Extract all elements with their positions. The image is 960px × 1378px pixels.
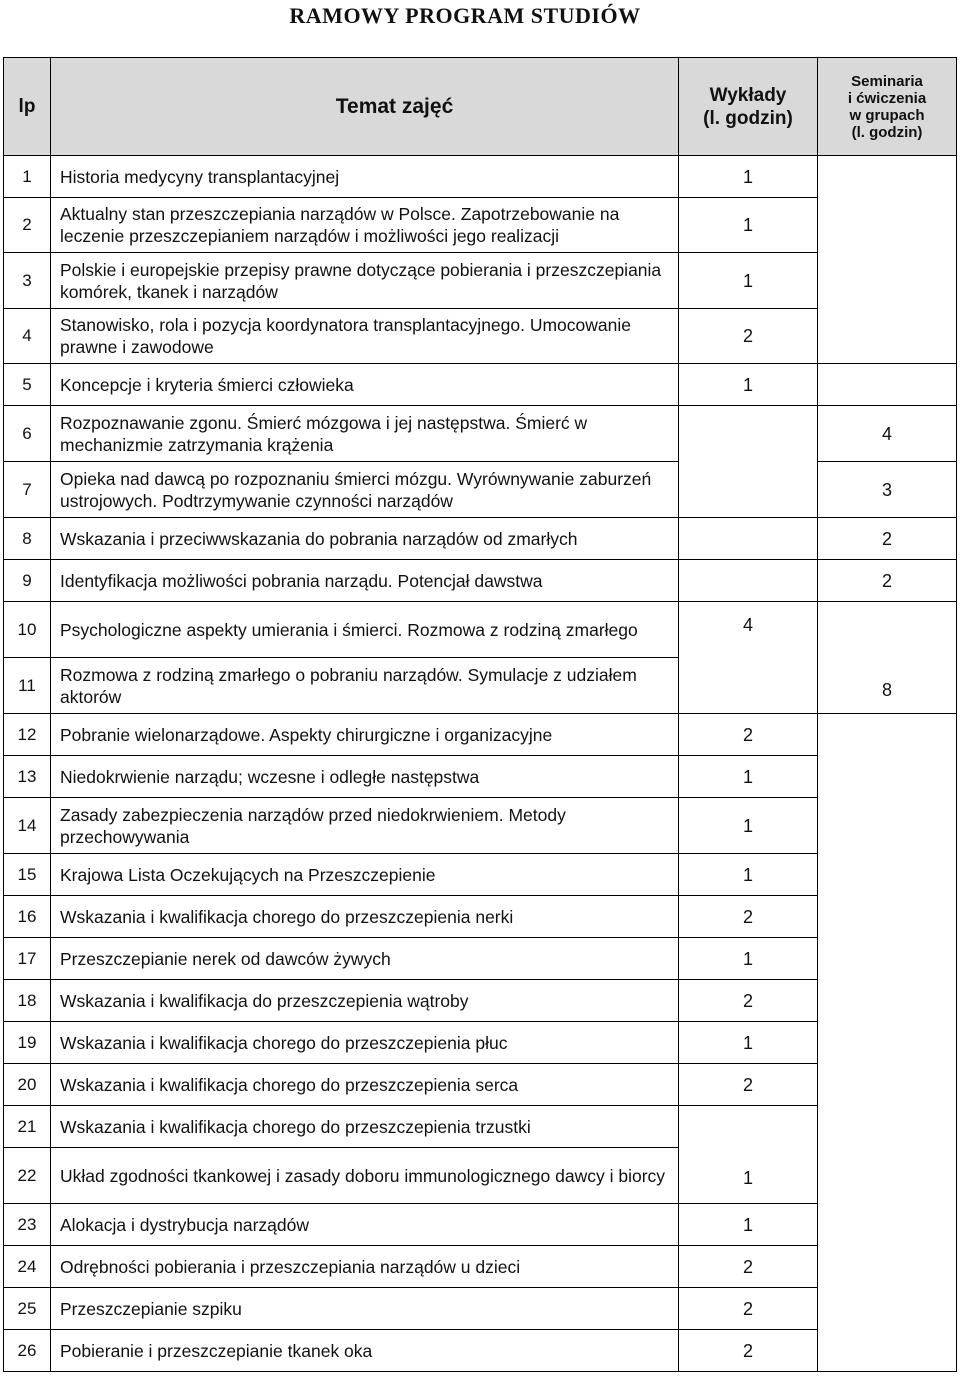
table-row (4, 1022, 957, 1064)
row-topic: Polskie i europejskie przepisy prawne dotyczące pobierania i przeszczepiania komórek, tkanek i narządów (51, 253, 679, 309)
row-wyklady: 2 (679, 714, 818, 756)
row-lp: 21 (4, 1106, 51, 1148)
row-lp: 23 (4, 1204, 51, 1246)
header-sem-line1: Seminaria (851, 72, 923, 90)
row-wyklady: 1 (679, 1106, 818, 1204)
table-row (4, 198, 957, 253)
table-row (4, 798, 957, 854)
row-wyklady: 1 (679, 756, 818, 798)
row-topic: Stanowisko, rola i pozycja koordynatora transplantacyjnego. Umocowanie prawne i zawodowe (51, 309, 679, 364)
table-row (4, 896, 957, 938)
row-wyklady: 2 (679, 980, 818, 1022)
row-lp: 10 (4, 602, 51, 658)
table-row (4, 1288, 957, 1330)
row-topic: Wskazania i przeciwwskazania do pobrania narządów od zmarłych (51, 518, 679, 560)
row-topic: Historia medycyny transplantacyjnej (51, 156, 679, 198)
table-row (4, 602, 957, 658)
header-wyklady-line1: Wykłady (709, 84, 787, 106)
row-wyklady: 2 (679, 896, 818, 938)
row-topic: Niedokrwienie narządu; wczesne i odległe następstwa (51, 756, 679, 798)
row-topic: Identyfikacja możliwości pobrania narządu. Potencjał dawstwa (51, 560, 679, 602)
row-lp: 11 (4, 658, 51, 714)
row-wyklady: 4 (679, 602, 818, 714)
row-lp: 3 (4, 253, 51, 309)
row-wyklady: 2 (679, 1288, 818, 1330)
row-topic: Krajowa Lista Oczekujących na Przeszczepienie (51, 854, 679, 896)
row-seminaria: 2 (818, 560, 957, 602)
row-lp: 17 (4, 938, 51, 980)
table-row (4, 1064, 957, 1106)
row-lp: 20 (4, 1064, 51, 1106)
row-lp: 14 (4, 798, 51, 854)
row-lp: 1 (4, 156, 51, 198)
row-lp: 13 (4, 756, 51, 798)
row-wyklady-empty (679, 560, 818, 602)
row-seminaria: 4 (818, 406, 957, 462)
header-sem-line2: i ćwiczenia (847, 89, 927, 107)
row-topic: Aktualny stan przeszczepiania narządów w Polsce. Zapotrzebowanie na leczenie przeszczepianiem narządów i możliwości jego realizacji (51, 198, 679, 253)
table-row (4, 854, 957, 896)
row-lp: 26 (4, 1330, 51, 1372)
row-seminaria-empty (818, 364, 957, 406)
table-row (4, 1204, 957, 1246)
row-lp: 9 (4, 560, 51, 602)
row-wyklady: 2 (679, 1330, 818, 1372)
header-row (4, 58, 957, 156)
row-wyklady: 1 (679, 156, 818, 198)
row-topic: Wskazania i kwalifikacja do przeszczepienia wątroby (51, 980, 679, 1022)
row-seminaria-empty (818, 714, 957, 1372)
row-topic: Wskazania i kwalifikacja chorego do przeszczepienia trzustki (51, 1106, 679, 1148)
row-seminaria: 3 (818, 462, 957, 518)
row-lp: 19 (4, 1022, 51, 1064)
row-topic: Wskazania i kwalifikacja chorego do przeszczepienia serca (51, 1064, 679, 1106)
row-topic: Przeszczepianie szpiku (51, 1288, 679, 1330)
table-row (4, 364, 957, 406)
header-temat: Temat zajęć (51, 58, 679, 156)
row-topic: Pobranie wielonarządowe. Aspekty chirurgiczne i organizacyjne (51, 714, 679, 756)
row-topic: Odrębności pobierania i przeszczepiania narządów u dzieci (51, 1246, 679, 1288)
header-sem-line3: w grupach (849, 106, 925, 124)
row-topic: Wskazania i kwalifikacja chorego do przeszczepienia nerki (51, 896, 679, 938)
row-wyklady: 1 (679, 1204, 818, 1246)
table-row (4, 253, 957, 309)
row-topic: Alokacja i dystrybucja narządów (51, 1204, 679, 1246)
row-lp: 22 (4, 1148, 51, 1204)
table-row (4, 1246, 957, 1288)
row-wyklady: 2 (679, 1064, 818, 1106)
page-title: RAMOWY PROGRAM STUDIÓW (289, 3, 641, 28)
row-lp: 4 (4, 309, 51, 364)
row-lp: 12 (4, 714, 51, 756)
row-wyklady: 1 (679, 938, 818, 980)
row-wyklady: 1 (679, 364, 818, 406)
row-topic: Wskazania i kwalifikacja chorego do przeszczepienia płuc (51, 1022, 679, 1064)
header-lp: lp (4, 58, 51, 156)
row-lp: 2 (4, 198, 51, 253)
row-lp: 18 (4, 980, 51, 1022)
row-topic: Opieka nad dawcą po rozpoznaniu śmierci mózgu. Wyrównywanie zaburzeń ustrojowych. Podtrzymywanie czynności narządów (51, 462, 679, 518)
header-sem-line4: (l. godzin) (851, 123, 923, 141)
row-wyklady-empty (679, 518, 818, 560)
row-lp: 25 (4, 1288, 51, 1330)
header-seminaria (818, 58, 957, 156)
row-seminaria-empty (818, 156, 957, 364)
table-row (4, 406, 957, 462)
row-lp: 6 (4, 406, 51, 462)
table-row (4, 938, 957, 980)
table-row (4, 560, 957, 602)
row-wyklady: 1 (679, 198, 818, 253)
row-lp: 24 (4, 1246, 51, 1288)
row-wyklady: 1 (679, 798, 818, 854)
row-lp: 7 (4, 462, 51, 518)
table-row (4, 1106, 957, 1148)
row-wyklady-empty (679, 406, 818, 518)
table-row (4, 156, 957, 198)
header-wyklady-line2: (l. godzin) (703, 107, 793, 129)
row-lp: 15 (4, 854, 51, 896)
table-row (4, 980, 957, 1022)
row-topic: Rozpoznawanie zgonu. Śmierć mózgowa i jej następstwa. Śmierć w mechanizmie zatrzymania krążenia (51, 406, 679, 462)
row-topic: Koncepcje i kryteria śmierci człowieka (51, 364, 679, 406)
header-wyklady (679, 58, 818, 156)
row-wyklady: 2 (679, 1246, 818, 1288)
table-row (4, 756, 957, 798)
row-lp: 5 (4, 364, 51, 406)
row-lp: 16 (4, 896, 51, 938)
table-row (4, 309, 957, 364)
row-seminaria: 8 (818, 602, 957, 714)
row-topic: Rozmowa z rodziną zmarłego o pobraniu narządów. Symulacje z udziałem aktorów (51, 658, 679, 714)
row-seminaria: 2 (818, 518, 957, 560)
program-table (3, 57, 957, 1372)
row-wyklady: 1 (679, 253, 818, 309)
table-row (4, 1330, 957, 1372)
row-lp: 8 (4, 518, 51, 560)
row-topic: Pobieranie i przeszczepianie tkanek oka (51, 1330, 679, 1372)
row-wyklady: 1 (679, 854, 818, 896)
row-wyklady: 1 (679, 1022, 818, 1064)
table-row (4, 518, 957, 560)
row-topic: Psychologiczne aspekty umierania i śmierci. Rozmowa z rodziną zmarłego (51, 602, 679, 658)
row-topic: Układ zgodności tkankowej i zasady doboru immunologicznego dawcy i biorcy (51, 1148, 679, 1204)
row-topic: Przeszczepianie nerek od dawców żywych (51, 938, 679, 980)
row-wyklady: 2 (679, 309, 818, 364)
table-row (4, 714, 957, 756)
row-topic: Zasady zabezpieczenia narządów przed niedokrwieniem. Metody przechowywania (51, 798, 679, 854)
